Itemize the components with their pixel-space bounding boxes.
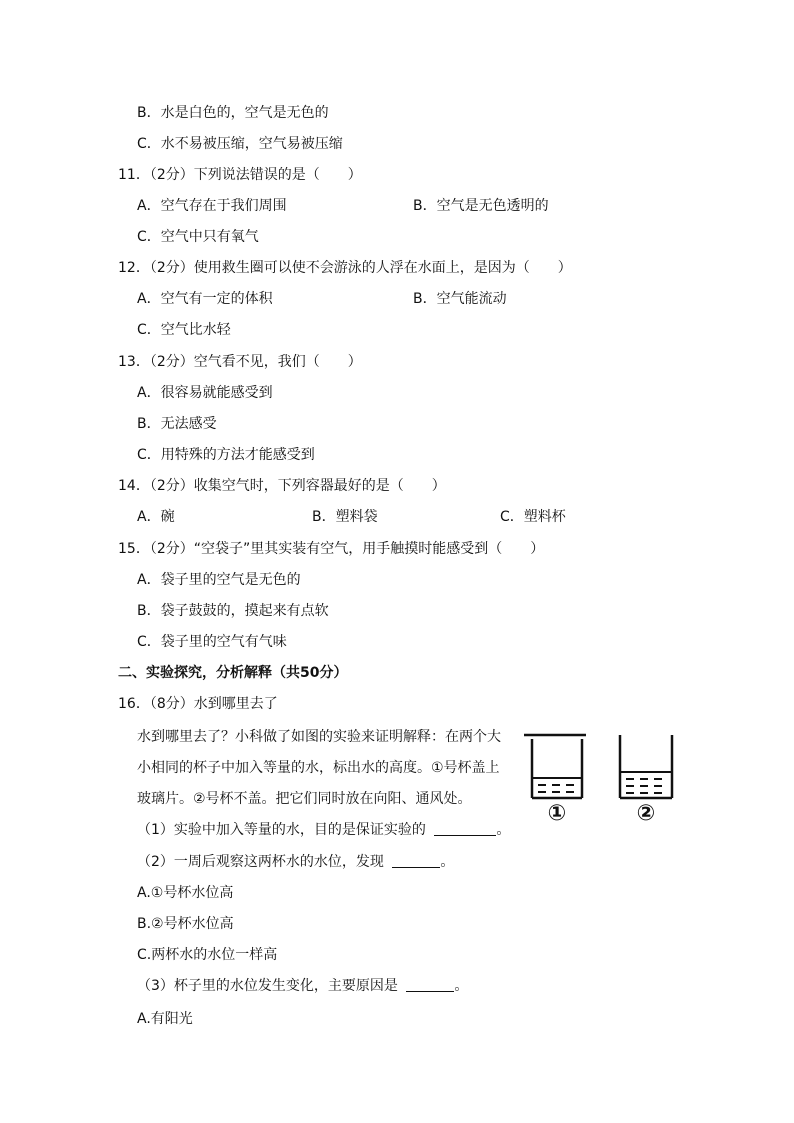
experiment-figure [524, 730, 680, 826]
q11-stem: 11．（2分）下列说法错误的是（ ） [118, 167, 362, 183]
q15-option-b: B．袋子鼓鼓的，摸起来有点软 [137, 603, 329, 619]
q11-option-b: B．空气是无色透明的 [413, 198, 549, 214]
q16-intro-line-2: 小相同的杯子中加入等量的水，标出水的高度。①号杯盖上 [137, 760, 500, 776]
q16-sub-3-text: （3）杯子里的水位发生变化，主要原因是 [137, 978, 398, 994]
answer-blank[interactable] [392, 867, 440, 868]
q16-2-option-c: C.两杯水的水位一样高 [137, 947, 278, 963]
q16-sub-2-text: （2）一周后观察这两杯水的水位，发现 [137, 854, 384, 870]
q14-option-c: C．塑料杯 [500, 509, 566, 525]
q16-2-option-a: A.①号杯水位高 [137, 885, 234, 901]
q12-option-a: A．空气有一定的体积 [137, 291, 273, 307]
q16-3-option-a: A.有阳光 [137, 1011, 193, 1027]
q13-option-a: A．很容易就能感受到 [137, 385, 273, 401]
q16-sub-2 [137, 852, 454, 872]
cup-2 [620, 735, 672, 798]
period: 。 [454, 978, 469, 994]
cup-2-label: ② [636, 801, 656, 826]
q13-option-c: C．用特殊的方法才能感受到 [137, 447, 315, 463]
q10-option-c: C．水不易被压缩，空气易被压缩 [137, 136, 343, 152]
q15-stem: 15．（2分）“空袋子”里其实装有空气，用手触摸时能感受到（ ） [118, 541, 545, 557]
q15-option-a: A．袋子里的空气是无色的 [137, 572, 301, 588]
answer-blank[interactable] [406, 991, 454, 992]
q11-option-a: A．空气存在于我们周围 [137, 198, 287, 214]
q14-stem: 14．（2分）收集空气时，下列容器最好的是（ ） [118, 478, 446, 494]
q13-stem: 13．（2分）空气看不见，我们（ ） [118, 354, 362, 370]
q16-stem: 16．（8分）水到哪里去了 [118, 696, 278, 712]
q14-option-a: A．碗 [137, 509, 175, 525]
answer-blank[interactable] [434, 835, 496, 836]
period: 。 [440, 854, 455, 870]
q16-2-option-b: B.②号杯水位高 [137, 916, 234, 932]
period: 。 [496, 822, 511, 838]
water-1 [533, 778, 581, 792]
q16-sub-1-text: （1）实验中加入等量的水，目的是保证实验的 [137, 822, 426, 838]
q16-sub-1 [137, 820, 510, 840]
q11-option-c: C．空气中只有氧气 [137, 229, 259, 245]
q16-intro-line-3: 玻璃片。②号杯不盖。把它们同时放在向阳、通风处。 [137, 791, 472, 807]
q16-sub-3 [137, 976, 468, 996]
q15-option-c: C．袋子里的空气有气味 [137, 634, 287, 650]
water-2 [621, 772, 671, 793]
q12-option-c: C．空气比水轻 [137, 322, 231, 338]
q10-option-b: B．水是白色的，空气是无色的 [137, 105, 329, 121]
q14-option-b: B．塑料袋 [312, 509, 378, 525]
section-heading: 二、实验探究，分析解释（共50分） [118, 665, 348, 681]
q12-stem: 12．（2分）使用救生圈可以使不会游泳的人浮在水面上，是因为（ ） [118, 260, 572, 276]
q16-intro-line-1: 水到哪里去了？小科做了如图的实验来证明解释：在两个大 [137, 729, 501, 745]
cup-1 [524, 735, 586, 798]
q12-option-b: B．空气能流动 [413, 291, 507, 307]
cup-1-label: ① [547, 801, 567, 826]
q13-option-b: B．无法感受 [137, 416, 217, 432]
